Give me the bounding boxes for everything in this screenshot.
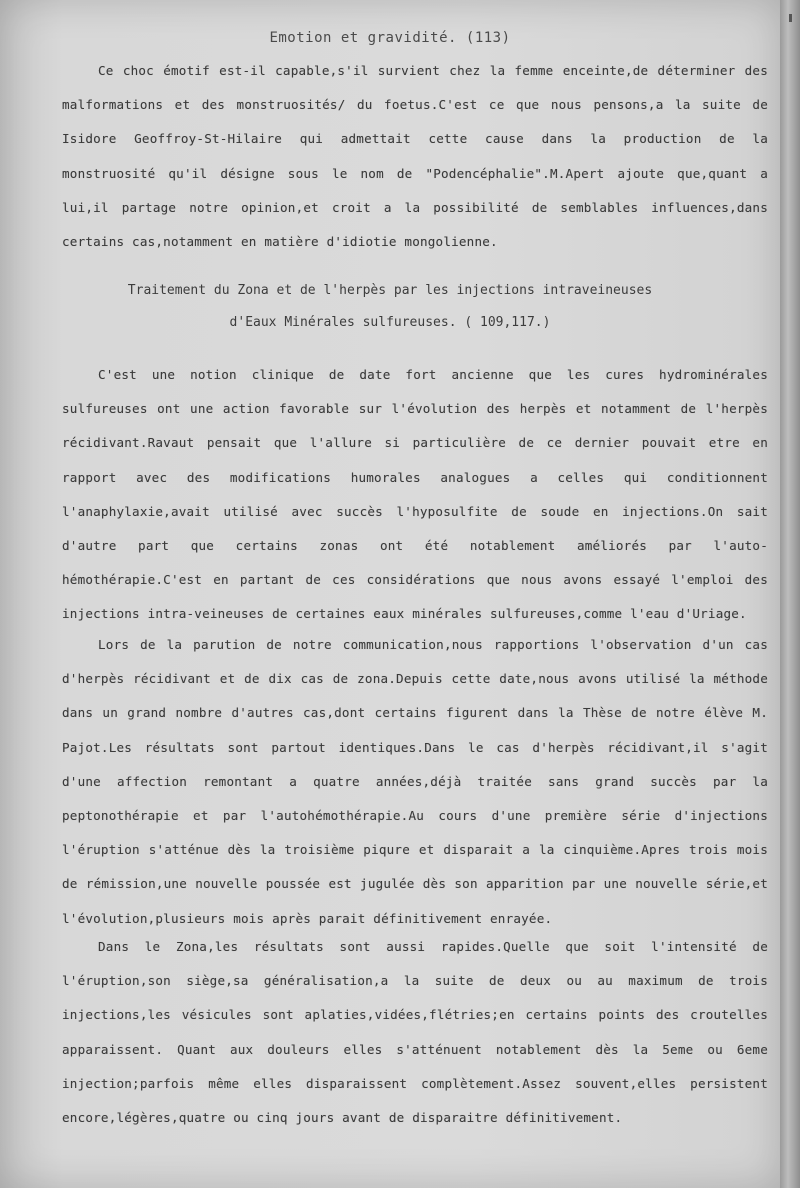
page-edge-shadow [780,0,800,1188]
page-header: Emotion et gravidité. (113) [269,30,511,46]
paragraph-3: Lors de la parution de notre communication,nous rapportions l'observation d'un cas d'herpès récidivant et de dix cas de zona.Depuis cette date,nous avons utilisé la méthode dans un grand nombre d'autres cas,dont certains figurent dans la Thèse de notre élève M. Pajot.Les résultats sont partout identiques.Dans le cas d'herpès récidivant,il s'agit d'une affection remontant a quatre années,déjà traitée sans grand succès par la peptonothérapie et par l'autohémothérapie.Au cours d'une première série d'injections l'éruption s'atténue dès la troisième piqure et disparait a la cinquième.Apres trois mois de rémission,une nouvelle poussée est jugulée dès son apparition par une nouvelle série,et l'évolution,plusieurs mois après parait définitivement enrayée. [62,637,768,926]
section-title-line-1: Traitement du Zona et de l'herpès par les injections intraveineuses [127,283,653,298]
paragraph-1: Ce choc émotif est-il capable,s'il survient chez la femme enceinte,de déterminer des malformations et des monstruosités/ du foetus.C'est ce que nous pensons,a la suite de Isidore Geoffroy-St-Hilaire qui admettait cette cause dans la production de la monstruosité qu'il désigne sous le nom de "Podencéphalie".M.Apert ajoute que,quant a lui,il partage notre opinion,et croit a la possibilité de semblables influences,dans certains cas,notamment en matière d'idiotie mongolienne. [62,63,768,250]
paragraph-2: C'est une notion clinique de date fort ancienne que les cures hydrominérales sulfureuses ont une action favorable sur l'évolution des herpès et notamment de l'herpès récidivant.Ravaut pensait que l'allure si particulière de ce dernier pouvait etre en rapport avec des modifications humorales analogues a celles qui conditionnent l'anaphylaxie,avait utilisé avec succès l'hyposulfite de soude en injections.On sait d'autre part que certains zonas ont été notablement améliorés par l'auto-hémothérapie.C'est en partant de ces considérations que nous avons essayé l'emploi des injections intra-veineuses de certaines eaux minérales sulfureuses,comme l'eau d'Uriage. [62,367,768,622]
section-title-line-2: d'Eaux Minérales sulfureuses. ( 109,117.) [229,315,551,330]
paragraph-4: Dans le Zona,les résultats sont aussi rapides.Quelle que soit l'intensité de l'éruption,son siège,sa généralisation,a la suite de deux ou au maximum de trois injections,les vésicules sont aplaties,vidées,flétries;en certains points des croutelles apparaissent. Quant aux douleurs elles s'atténuent notablement dès la 5eme ou 6eme injection;parfois même elles disparaissent complètement.Assez souvent,elles persistent encore,légères,quatre ou cinq jours avant de disparaitre définitivement. [62,939,768,1126]
edge-mark [789,14,792,22]
